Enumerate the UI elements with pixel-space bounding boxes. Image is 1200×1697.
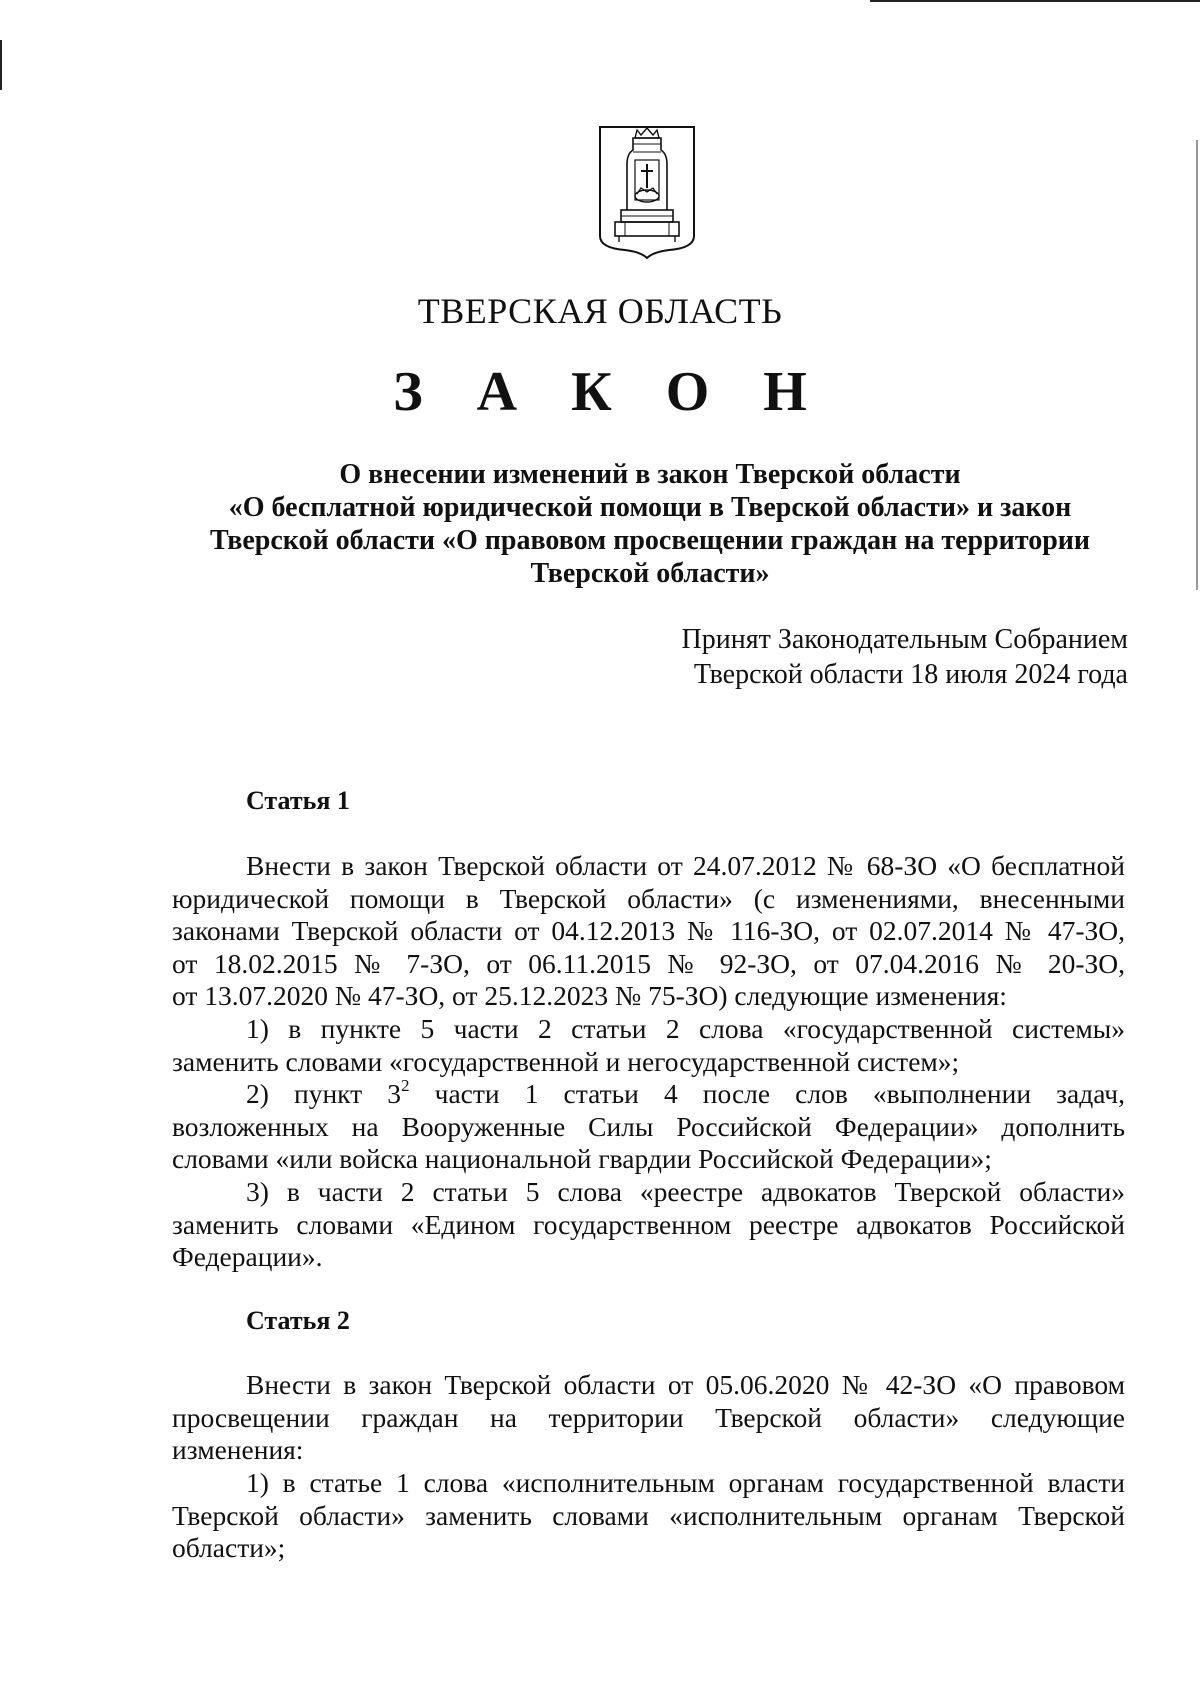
adoption-note (682, 622, 1128, 692)
title-line: О внесении изменений в закон Тверской области (339, 459, 961, 490)
scan-edge-left (0, 40, 2, 90)
title-line: Тверской области» (530, 558, 770, 589)
scan-edge-top (870, 0, 1200, 2)
text-line: словами «или войска национальной гвардии Российской Федерации»; (172, 1143, 992, 1174)
document-type: З А К О Н (393, 361, 827, 423)
text-line: изменения: (172, 1434, 304, 1465)
text-line: 1) в пункте 5 части 2 статьи 2 слова «государственной системы» (246, 1013, 1125, 1044)
coat-of-arms-emblem (597, 124, 697, 260)
title-line: Тверской области «О правовом просвещении граждан на территории (209, 525, 1091, 556)
text-line: 1) в статье 1 слова «исполнительным органам государственной власти (246, 1467, 1125, 1498)
adoption-line: Тверской области 18 июля 2024 года (693, 659, 1128, 690)
text-line: от 18.02.2015 № 7-ЗО, от 06.11.2015 № 92-ЗО, от 07.04.2016 № 20-ЗО, (172, 947, 1125, 979)
text-line: законами Тверской области от 04.12.2013 № 116-ЗО, от 02.07.2014 № 47-ЗО, (172, 915, 1125, 946)
article-2-item-1 (172, 1467, 1125, 1565)
text-line: области»; (172, 1532, 286, 1563)
article-1-heading: Статья 1 (246, 786, 350, 815)
article-1-intro (172, 850, 1125, 1013)
text-line: 3) в части 2 статьи 5 слова «реестре адвокатов Тверской области» (246, 1176, 1125, 1207)
adoption-line: Принят Законодательным Собранием (681, 624, 1128, 655)
title-line: «О бесплатной юридической помощи в Тверской области» и закон (228, 492, 1072, 523)
article-1-item-1 (172, 1013, 1125, 1078)
text-line: от 13.07.2020 № 47-ЗО, от 25.12.2023 № 75-ЗО) следующие изменения: (172, 980, 1007, 1011)
article-1-item-3 (172, 1176, 1125, 1274)
article-2-intro (172, 1369, 1125, 1467)
text-fragment: части 1 статьи 4 после слов «выполнении задач, (409, 1078, 1125, 1109)
text-line: просвещении граждан на территории Тверской области» следующие (172, 1401, 1125, 1433)
article-2-heading: Статья 2 (246, 1306, 350, 1335)
text-line: Внести в закон Тверской области от 24.07.2012 № 68-ЗО «О бесплатной (246, 850, 1125, 881)
text-line: юридической помощи в Тверской области» (с изменениями, внесенными (172, 882, 1125, 914)
text-line: Федерации». (172, 1241, 323, 1272)
text-line: заменить словами «государственной и негосударственной систем»; (172, 1045, 960, 1077)
text-line: Внести в закон Тверской области от 05.06.2020 № 42-ЗО «О правовом (246, 1369, 1125, 1400)
text-line: Тверской области» заменить словами «исполнительным органам Тверской (172, 1499, 1125, 1531)
text-line: возложенных на Вооруженные Силы Российской Федерации» дополнить (172, 1110, 1125, 1142)
text-line: заменить словами «Едином государственном реестре адвокатов Российской (172, 1208, 1125, 1240)
text-line (172, 1075, 1125, 1111)
text-fragment: 2) пункт 3 (246, 1078, 402, 1109)
article-1-item-2 (172, 1075, 1125, 1176)
region-name: ТВЕРСКАЯ ОБЛАСТЬ (417, 291, 783, 331)
law-title (170, 458, 1130, 590)
superscript: 2 (401, 1075, 410, 1095)
